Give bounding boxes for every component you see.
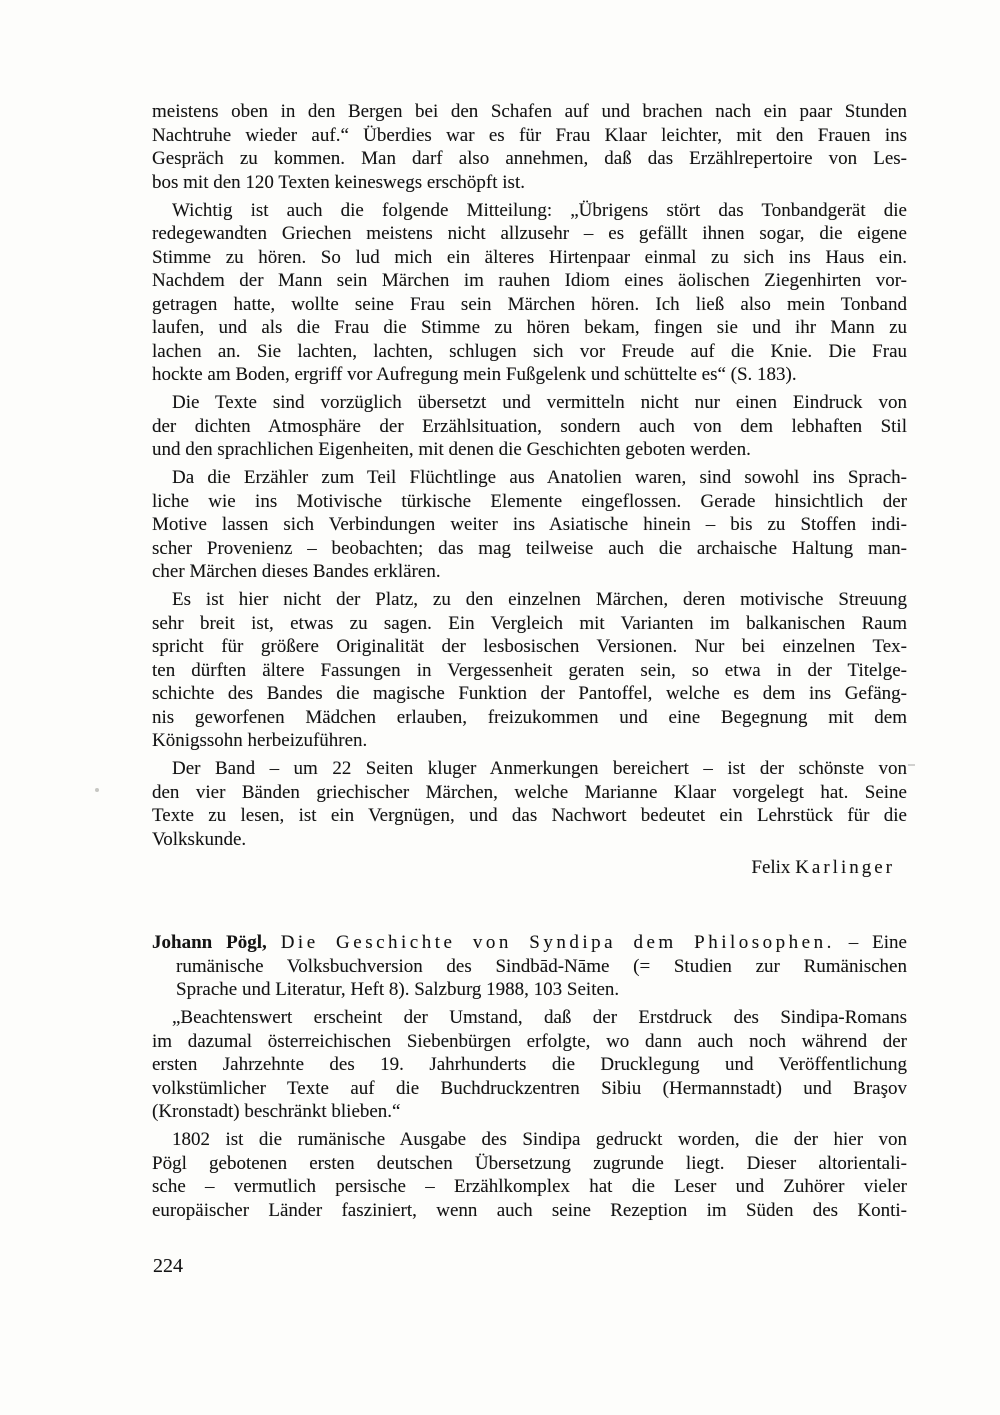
text-run: Sprache und Literatur, Heft 8). Salzburg 1988, 103 Seiten. [176, 979, 620, 1000]
scan-speck [908, 764, 915, 766]
text-run: Wichtig ist auch die folgende Mitteilung: „Übrigens stört das Tonbandgerät die [172, 199, 907, 221]
text-line [152, 588, 907, 612]
text-run: cher Märchen dieses Bandes erklären. [152, 561, 441, 582]
text-run: 1802 ist die rumänische Ausgabe des Sindipa gedruckt worden, die der hier von [172, 1129, 907, 1150]
text-run: getragen hatte, wollte seine Frau sein Märchen hören. Ich ließ also mein Tonband [152, 293, 907, 315]
text-run-normal: Felix [751, 856, 796, 878]
text-run: und den sprachlichen Eigenheiten, mit denen die Geschichten geboten werden. [152, 439, 751, 460]
text-line [152, 537, 907, 561]
text-line [152, 1006, 907, 1030]
text-line [152, 222, 907, 246]
text-run: rumänische Volksbuchversion des Sindbād-Nāme (= Studien zur Rumänischen [176, 955, 907, 977]
text-line [152, 729, 907, 753]
text-run: Nachtruhe wieder auf.“ Überdies war es für Frau Klaar leichter, mit den Frauen ins [152, 124, 907, 146]
text-line [152, 955, 907, 979]
text-line [152, 612, 907, 636]
reviewer-signature [152, 856, 907, 880]
text-line [152, 560, 907, 584]
text-run: liche wie ins Motivische türkische Elemente eingeflossen. Gerade hinsichtlich der [152, 490, 907, 512]
text-run: Es ist hier nicht der Platz, zu den einzelnen Märchen, deren motivische Streuung [172, 589, 907, 610]
text-line [152, 513, 907, 537]
text-line [152, 199, 907, 223]
klaar-review-paragraph-einzelne-maerchen [152, 588, 907, 753]
text-run: scher Provenienz – beobachten; das mag teilweise auch die archaische Haltung man- [152, 537, 907, 559]
text-line [152, 659, 907, 683]
text-run: europäischer Länder fasziniert, wenn auch seine Rezeption im Süden des Konti- [152, 1199, 907, 1221]
text-line [152, 931, 907, 955]
text-block [152, 100, 907, 1222]
text-run: den vier Bänden griechischer Märchen, welche Marianne Klaar vorgelegt hat. Seine [152, 781, 907, 803]
text-line [152, 706, 907, 730]
text-line [152, 1175, 907, 1199]
text-line [152, 490, 907, 514]
klaar-review-paragraph-mitteilung [152, 199, 907, 387]
text-line [152, 1100, 907, 1124]
text-run: Volkskunde. [152, 828, 247, 850]
poegl-review-paragraph-beachtenswert [152, 1006, 907, 1124]
text-run: ersten Jahrzehnte des 19. Jahrhunderts die Drucklegung und Veröffentlichung [152, 1054, 907, 1075]
text-line [152, 804, 907, 828]
text-run: lachen an. Sie lachten, lachten, schlugen sich vor Freude auf die Knie. Die Frau [152, 340, 907, 362]
text-run: Stimme zu hören. So lud mich ein älteres Hirtenpaar einmal zu sich ins Haus ein. [152, 246, 907, 268]
text-run: Die Texte sind vorzüglich übersetzt und vermitteln nicht nur einen Eindruck von [172, 392, 907, 413]
text-line [152, 466, 907, 490]
text-line [152, 1199, 907, 1223]
klaar-review-paragraph-erzaehler [152, 466, 907, 584]
text-line [152, 246, 907, 270]
text-run: Königssohn herbeizuführen. [152, 730, 368, 751]
text-run: ten dürften ältere Fassungen in Vergessenheit geraten sein, so etwa in der Titelge- [152, 659, 907, 681]
text-run-bold: Johann Pögl, [152, 932, 281, 953]
text-line [152, 781, 907, 805]
text-run: meistens oben in den Bergen bei den Schafen auf und brachen nach ein paar Stunden [152, 101, 907, 122]
page-number: 224 [153, 1255, 183, 1277]
text-line [152, 682, 907, 706]
text-run: sehr breit ist, etwas zu sagen. Ein Vergleich mit Varianten im balkanischen Raum [152, 612, 907, 634]
text-line [152, 171, 907, 195]
text-run: Motive lassen sich Verbindungen weiter ins Asiatische hinein – bis zu Stoffen indi- [152, 514, 907, 535]
text-run: schichte des Bandes die magische Funktion der Pantoffel, welche es dem ins Gefäng- [152, 683, 907, 704]
text-run-spaced: Die Geschichte von Syndipa dem Philosophen. [280, 932, 835, 953]
text-run: spricht für größere Originalität der lesbosischen Versionen. Nur bei einzelnen Tex- [152, 636, 907, 657]
text-run: laufen, und als die Frau die Stimme zu hören bekam, fingen sie und ihr Mann zu [152, 317, 907, 338]
text-line [152, 363, 907, 387]
text-run: Nachdem der Mann sein Märchen im rauhen Idiom eines äolischen Ziegenhirten vor- [152, 270, 907, 291]
text-run: bos mit den 120 Texten keineswegs erschöpft ist. [152, 171, 525, 193]
text-line [152, 316, 907, 340]
text-line [152, 340, 907, 364]
text-run: „Beachtenswert erscheint der Umstand, daß der Erstdruck des Sindipa-Romans [172, 1007, 907, 1028]
text-run: sche – vermutlich persische – Erzählkomplex hat die Leser und Zuhörer vieler [152, 1176, 907, 1197]
text-run: Pögl gebotenen ersten deutschen Übersetzung zugrunde liegt. Dieser altorientali- [152, 1152, 907, 1174]
text-line [152, 293, 907, 317]
text-line [152, 124, 907, 148]
text-run: hockte am Boden, ergriff vor Aufregung mein Fußgelenk und schüttelte es“ (S. 183). [152, 364, 797, 385]
text-run-normal: – Eine [834, 932, 907, 953]
text-run: nis geworfenen Mädchen erlauben, freizukommen und eine Begegnung mit dem [152, 706, 907, 728]
text-run: im dazumal österreichischen Siebenbürgen erfolgte, wo dann auch noch während der [152, 1030, 907, 1052]
text-run: Der Band – um 22 Seiten kluger Anmerkungen bereichert – ist der schönste von [172, 758, 907, 779]
text-line [152, 635, 907, 659]
text-line [152, 269, 907, 293]
text-line [152, 828, 907, 852]
text-run: Gespräch zu kommen. Man darf also annehmen, daß das Erzählrepertoire von Les- [152, 148, 907, 169]
text-line [152, 1053, 907, 1077]
text-line [152, 438, 907, 462]
scan-speck [95, 788, 99, 792]
text-line [152, 978, 907, 1002]
text-line [152, 1030, 907, 1054]
text-run: Da die Erzähler zum Teil Flüchtlinge aus Anatolien waren, sind sowohl ins Sprach- [172, 467, 907, 488]
poegl-review-heading [152, 931, 907, 1002]
text-run: redegewandten Griechen meistens nicht allzusehr – es gefällt ihnen sogar, die eigene [152, 223, 907, 244]
text-line [152, 415, 907, 439]
text-run: Texte zu lesen, ist ein Vergnügen, und das Nachwort bedeutet ein Lehrstück für die [152, 805, 907, 826]
poegl-review-paragraph-1802 [152, 1128, 907, 1222]
text-run: volkstümlicher Texte auf die Buchdruckzentren Sibiu (Hermannstadt) und Braşov [152, 1077, 907, 1099]
text-run: (Kronstadt) beschränkt blieben.“ [152, 1101, 401, 1122]
text-line [152, 1128, 907, 1152]
text-line [152, 757, 907, 781]
text-line [152, 391, 907, 415]
text-run-spaced: Karlinger [795, 856, 895, 878]
klaar-review-continuation-paragraph [152, 100, 907, 194]
text-run: der dichten Atmosphäre der Erzählsituation, sondern auch von dem lebhaften Stil [152, 415, 907, 437]
klaar-review-paragraph-der-band [152, 757, 907, 851]
text-line [152, 100, 907, 124]
text-line [152, 1077, 907, 1101]
text-line [152, 856, 907, 880]
text-line [152, 1152, 907, 1176]
text-line [152, 147, 907, 171]
klaar-review-paragraph-texte [152, 391, 907, 462]
